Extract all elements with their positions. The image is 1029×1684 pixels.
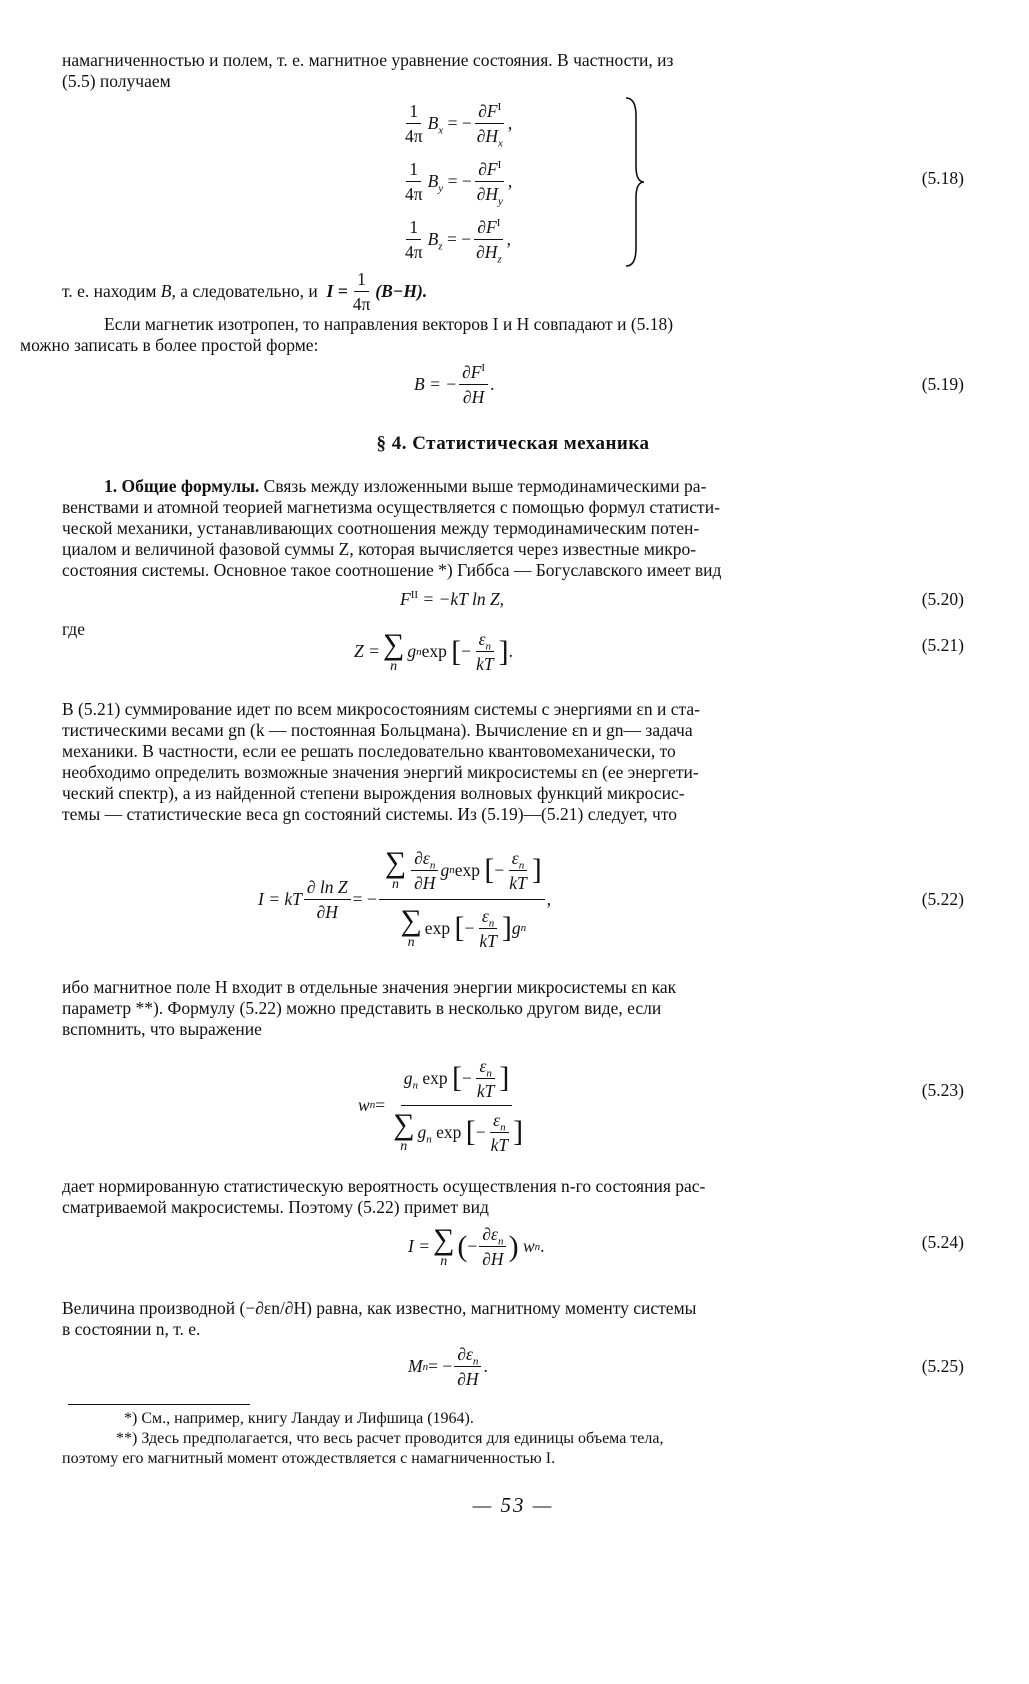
text-line: (5.5) получаем <box>62 71 171 91</box>
equation-number: (5.22) <box>921 889 964 909</box>
text-line: намагниченностью и полем, т. е. магнитное уравнение состояния. В частности, из <box>62 50 674 70</box>
equation-number: (5.20) <box>921 589 964 609</box>
equation-number: (5.24) <box>921 1232 964 1252</box>
equation-number: (5.19) <box>921 374 964 394</box>
page <box>20 50 964 1517</box>
equation-5-20: $F^{II} = -kT$ ln Z, (5.20) <box>400 589 964 609</box>
equation-number: (5.18) <box>921 168 964 188</box>
paragraph-5: В (5.21) суммирование идет по всем микросостояниям системы с энергиями εn и ста- тистическими весами gn (k — постоянная Больцмана). Вычисление εn и gn— задача механики. В частности, если ее решать последовательно квантовомеханически, то необходимо определить возможные значения энергий микросистемы εn (ее энергети- ческий спектр), а из найденной степени вырождения волновых функций микросис- темы — статистические веса gn состояний системы. Из (5.19)—(5.21) следует, что <box>62 699 700 824</box>
equation-5-25: M n = − $\frac{\partial\varepsilon_n}{\partial H}$ . (5.25) <box>408 1344 964 1389</box>
right-brace-icon <box>622 96 646 268</box>
footnote-divider <box>68 1404 250 1405</box>
paragraph-1 <box>62 50 964 92</box>
paragraph-7: дает нормированную статистическую вероятность осуществления n-го состояния рас- сматриваемой макросистемы. Поэтому (5.22) примет вид <box>62 1176 706 1217</box>
eq-5-18-system: $\frac{1}{4\pi}$ $B_x$ = − $\frac{\partial F^I}{\partial H_x}$ , $\frac{1}{4\pi}$ $B_y$ = − $\frac{\partial F^I}{\partial H_y}$ , $\frac{1}{4\pi}$ $B_z$ = − $\frac{\partial F^I}{\partial H_z}$ , <box>405 100 513 265</box>
equation-5-22: I = kT $\frac{\text{∂ ln Z}}{\partial H}$ = − ∑ n $\frac{\partial\varepsilon_n}{\partial H}$ g n exp [ − $\frac{\varepsilon_n}{kT}$ ] ∑ n exp [ − $\frac{\varepsilon_n}{kT}$ ] g n , (5.22) <box>258 846 964 951</box>
page-number: — 53 — <box>472 1493 554 1517</box>
footnotes <box>62 1409 964 1469</box>
equation-5-19: B = − $\frac{\partial F^I}{\partial H}$ . (5.19) <box>414 362 964 407</box>
equation-number: (5.25) <box>921 1356 964 1376</box>
footnote-2: **) Здесь предполагается, что весь расчет проводится для единицы объема тела, <box>116 1430 664 1447</box>
paragraph-8: Величина производной (−∂εn/∂H) равна, как известно, магнитному моменту системы в состоянии n, т. е. <box>62 1298 697 1339</box>
paragraph-2: т. е. находим B, а следовательно, и I = $\frac{1}{4\pi}$ (B−H). <box>62 268 428 314</box>
section-heading: § 4. Статистическая механика <box>376 432 650 454</box>
equation-5-24: I = ∑ n ( − $\frac{\partial\varepsilon_n}{\partial H}$ ) w n . (5.24) <box>408 1222 964 1269</box>
equation-number: (5.21) <box>921 635 964 655</box>
where-label: где <box>62 619 85 639</box>
equation-5-21: где Z = ∑ n g n exp [ − $\frac{\varepsilon_n}{kT}$ ] . (5.21) <box>62 619 964 674</box>
footnote-2-continued: поэтому его магнитный момент отождествляется с намагниченностью I. <box>62 1450 556 1467</box>
equation-5-18 <box>62 92 964 270</box>
equation-5-23: w n = $g_n$ exp [ − $\frac{\varepsilon_n}{kT}$ ] ∑ n $g_n$ exp [ − $\frac{\varepsilon_n}{kT}$ ] (5.23) <box>358 1055 964 1155</box>
paragraph-3: Если магнетик изотропен, то направления векторов I и H совпадают и (5.18) можно записать в более простой форме: <box>20 314 674 355</box>
paragraph-4: 1. Общие формулы. Связь между изложенными выше термодинамическими ра- венствами и атомной теорией магнетизма осуществляется с помощью формул статисти- ческой механики, устанавливающих соотношения между термодинамическим потен- циалом и величиной фазовой суммы Z, которая вычисляется через известные микро- состояния системы. Основное такое соотношение *) Гиббса — Богуславского имеет вид <box>62 476 722 580</box>
equation-number: (5.23) <box>921 1080 964 1100</box>
paragraph-6: ибо магнитное поле H входит в отдельные значения энергии микросистемы εn как параметр **). Формулу (5.22) можно представить в несколько другом виде, если вспомнить, что выражение <box>62 977 677 1039</box>
footnote-1: *) См., например, книгу Ландау и Лифшица (1964). <box>124 1410 474 1427</box>
